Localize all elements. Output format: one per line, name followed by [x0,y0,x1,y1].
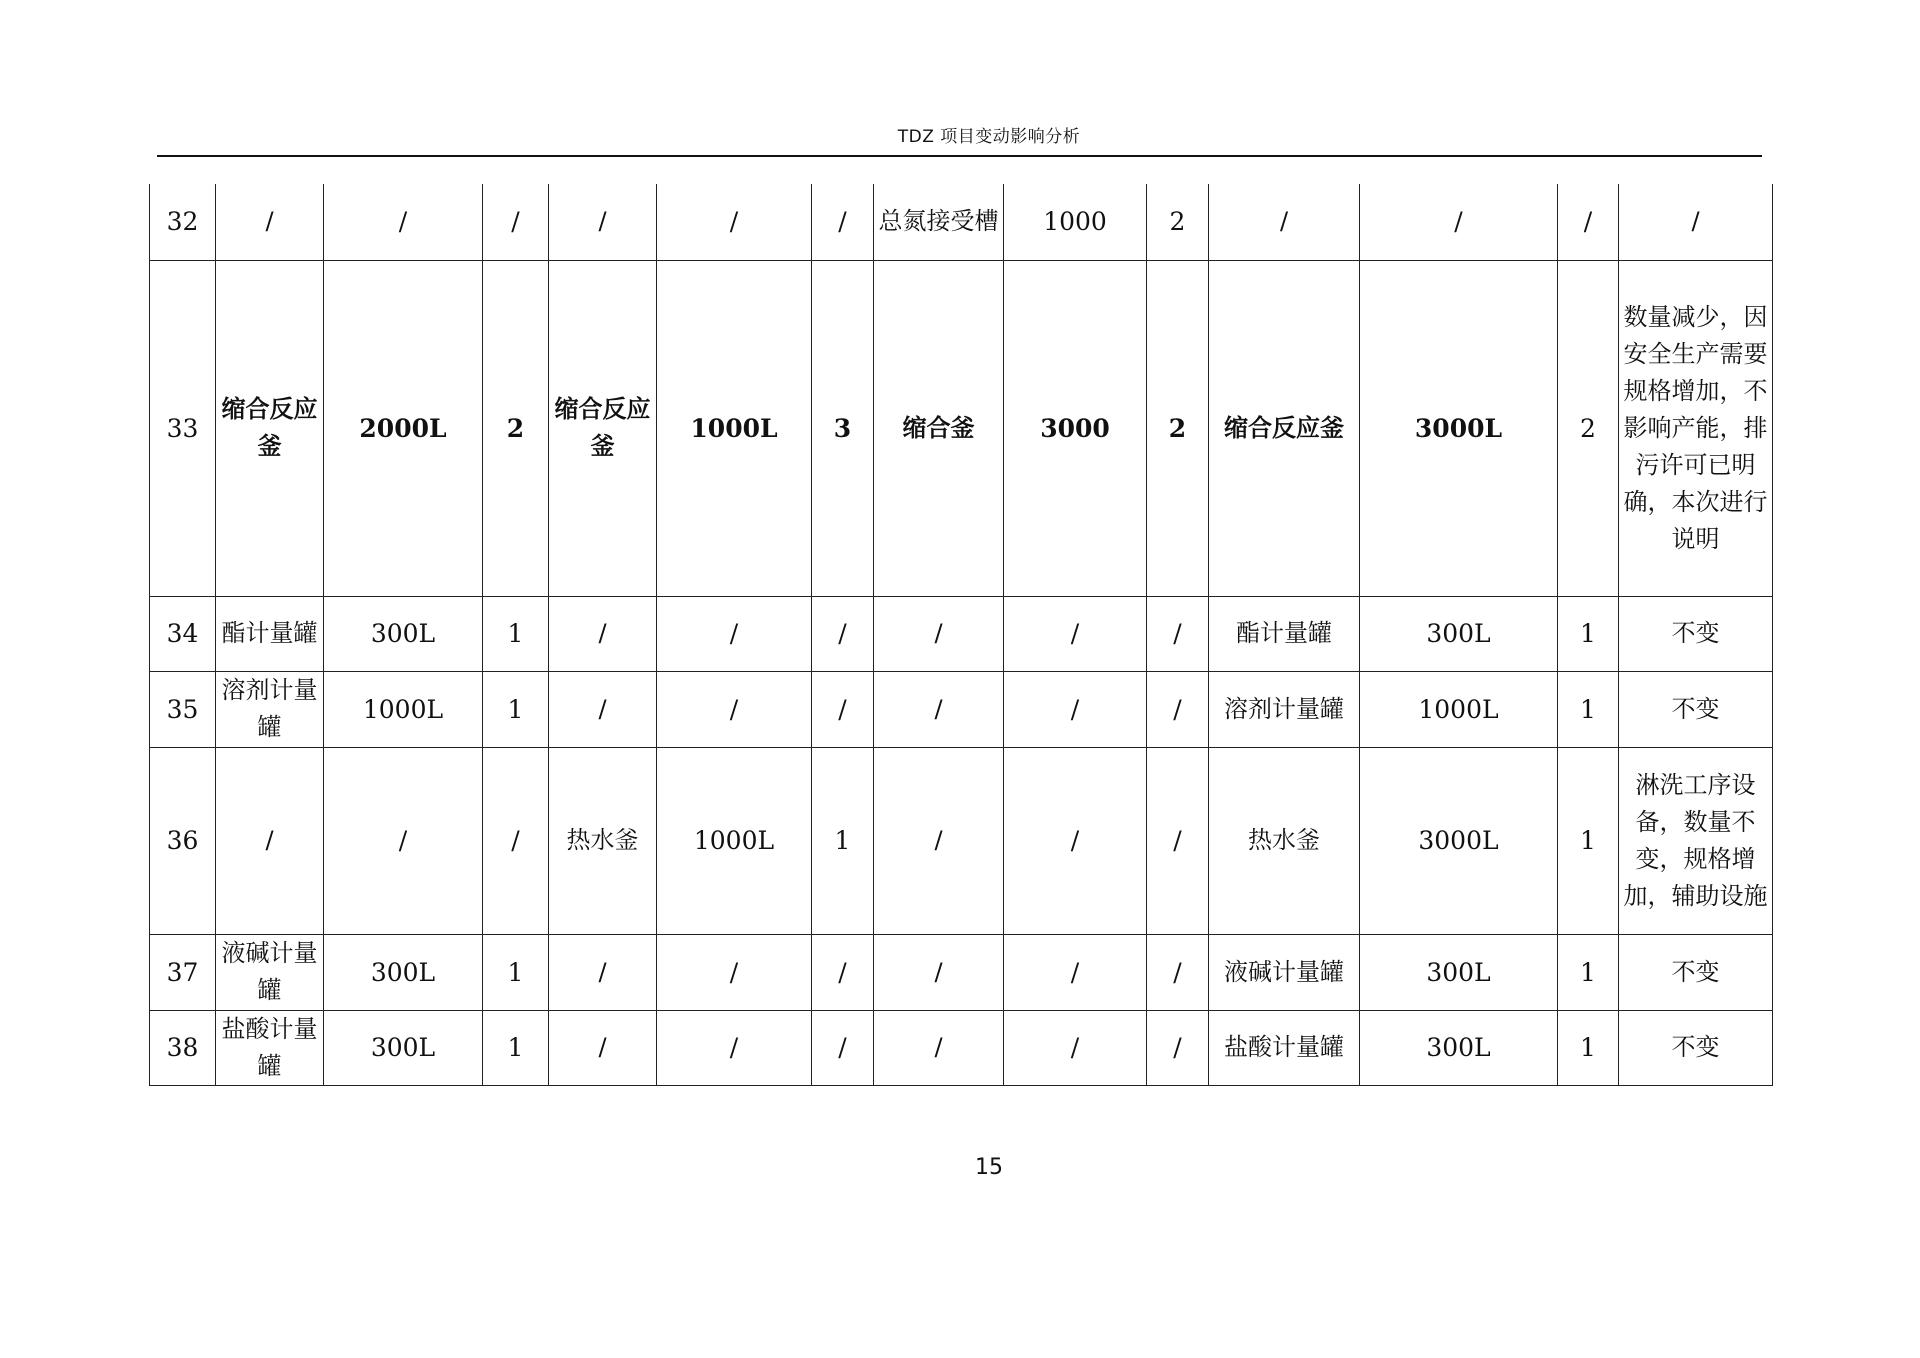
original-name-cell: 液碱计量罐 [216,934,324,1010]
equipment-table [149,184,1773,1086]
table-row [150,1010,1773,1085]
original-spec-cell: 2000L [324,260,483,596]
actual-qty-cell: / [1558,184,1619,260]
actual-qty-cell: 1 [1558,934,1619,1010]
table-row [150,671,1773,747]
col3-spec-cell: 3000 [1004,260,1147,596]
col2-qty-cell: 3 [812,260,874,596]
actual-qty-cell: 2 [1558,260,1619,596]
remark-cell: 不变 [1619,671,1773,747]
col3-qty-cell: / [1147,934,1209,1010]
original-qty-cell: 1 [483,596,549,671]
col2-name-cell: 热水釜 [549,747,657,934]
row-id-cell: 32 [150,184,216,260]
actual-qty-cell: 1 [1558,1010,1619,1085]
actual-qty-cell: 1 [1558,596,1619,671]
col2-name-cell: / [549,1010,657,1085]
table-row [150,934,1773,1010]
col2-spec-cell: 1000L [657,747,812,934]
table-row [150,184,1773,260]
col2-qty-cell: / [812,934,874,1010]
remark-cell: / [1619,184,1773,260]
original-qty-cell: 1 [483,934,549,1010]
col3-spec-cell: 1000 [1004,184,1147,260]
actual-name-cell: 缩合反应釜 [1209,260,1360,596]
col3-qty-cell: 2 [1147,260,1209,596]
col2-name-cell: / [549,596,657,671]
actual-name-cell: / [1209,184,1360,260]
actual-name-cell: 溶剂计量罐 [1209,671,1360,747]
original-qty-cell: 1 [483,1010,549,1085]
original-qty-cell: 1 [483,671,549,747]
original-spec-cell: 300L [324,934,483,1010]
col2-qty-cell: / [812,596,874,671]
original-spec-cell: / [324,184,483,260]
original-name-cell: 缩合反应釜 [216,260,324,596]
remark-cell: 不变 [1619,1010,1773,1085]
row-id-cell: 37 [150,934,216,1010]
actual-name-cell: 热水釜 [1209,747,1360,934]
col3-spec-cell: / [1004,934,1147,1010]
col2-spec-cell: 1000L [657,260,812,596]
col2-spec-cell: / [657,184,812,260]
original-name-cell: / [216,747,324,934]
col2-name-cell: / [549,671,657,747]
col3-spec-cell: / [1004,747,1147,934]
actual-spec-cell: 300L [1360,934,1558,1010]
row-id-cell: 35 [150,671,216,747]
original-name-cell: 溶剂计量罐 [216,671,324,747]
original-spec-cell: / [324,747,483,934]
col2-name-cell: / [549,184,657,260]
col3-name-cell: 总氮接受槽 [874,184,1004,260]
actual-spec-cell: 300L [1360,596,1558,671]
original-name-cell: / [216,184,324,260]
col3-qty-cell: / [1147,747,1209,934]
remark-cell: 数量减少，因安全生产需要规格增加，不影响产能，排污许可已明确，本次进行说明 [1619,260,1773,596]
remark-cell: 淋洗工序设备，数量不变，规格增加，辅助设施 [1619,747,1773,934]
col2-spec-cell: / [657,1010,812,1085]
header-rule [157,155,1762,157]
col3-name-cell: / [874,747,1004,934]
row-id-cell: 38 [150,1010,216,1085]
col2-spec-cell: / [657,671,812,747]
remark-cell: 不变 [1619,934,1773,1010]
actual-qty-cell: 1 [1558,747,1619,934]
original-spec-cell: 300L [324,1010,483,1085]
original-qty-cell: / [483,747,549,934]
original-name-cell: 盐酸计量罐 [216,1010,324,1085]
col2-qty-cell: 1 [812,747,874,934]
col2-name-cell: / [549,934,657,1010]
original-name-cell: 酯计量罐 [216,596,324,671]
row-id-cell: 36 [150,747,216,934]
col3-spec-cell: / [1004,596,1147,671]
col3-spec-cell: / [1004,1010,1147,1085]
actual-name-cell: 盐酸计量罐 [1209,1010,1360,1085]
actual-spec-cell: 300L [1360,1010,1558,1085]
actual-name-cell: 酯计量罐 [1209,596,1360,671]
table-row [150,747,1773,934]
row-id-cell: 33 [150,260,216,596]
row-id-cell: 34 [150,596,216,671]
col3-qty-cell: 2 [1147,184,1209,260]
col2-qty-cell: / [812,184,874,260]
col2-qty-cell: / [812,671,874,747]
page-number: 15 [975,1155,1003,1180]
original-qty-cell: 2 [483,260,549,596]
col2-spec-cell: / [657,934,812,1010]
actual-name-cell: 液碱计量罐 [1209,934,1360,1010]
table-row [150,596,1773,671]
col3-qty-cell: / [1147,671,1209,747]
col3-spec-cell: / [1004,671,1147,747]
col3-name-cell: / [874,934,1004,1010]
remark-cell: 不变 [1619,596,1773,671]
col2-name-cell: 缩合反应釜 [549,260,657,596]
col3-qty-cell: / [1147,596,1209,671]
col3-qty-cell: / [1147,1010,1209,1085]
col3-name-cell: 缩合釜 [874,260,1004,596]
col3-name-cell: / [874,596,1004,671]
page-header-title: TDZ 项目变动影响分析 [897,127,1081,147]
original-spec-cell: 300L [324,596,483,671]
actual-spec-cell: / [1360,184,1558,260]
original-qty-cell: / [483,184,549,260]
original-spec-cell: 1000L [324,671,483,747]
actual-spec-cell: 3000L [1360,747,1558,934]
actual-qty-cell: 1 [1558,671,1619,747]
actual-spec-cell: 1000L [1360,671,1558,747]
col3-name-cell: / [874,1010,1004,1085]
actual-spec-cell: 3000L [1360,260,1558,596]
col2-qty-cell: / [812,1010,874,1085]
table-row [150,260,1773,596]
col2-spec-cell: / [657,596,812,671]
col3-name-cell: / [874,671,1004,747]
